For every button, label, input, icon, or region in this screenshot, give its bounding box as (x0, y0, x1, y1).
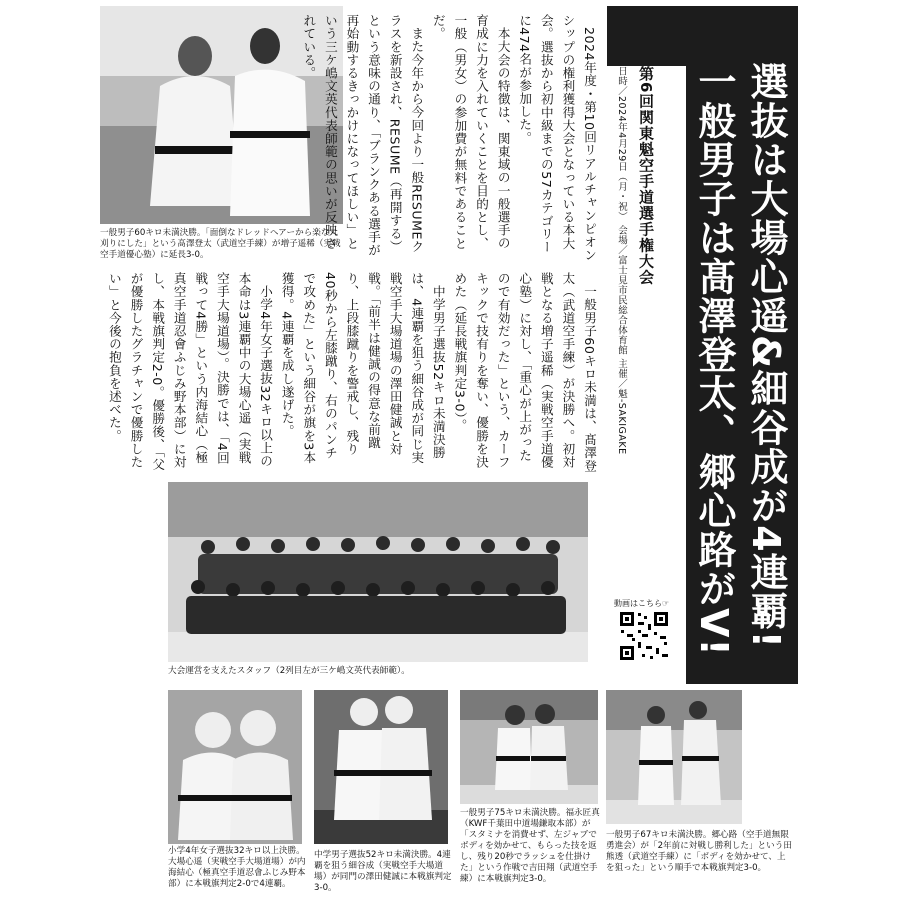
article-paragraph: 2024年度・第10回リアルチャンピオンシップの権利獲得大会となっている本大会。選抜から初中級までの57カテゴリーに474名が参加した。 (517, 14, 597, 262)
qr-label: 動画はこちら☞ (614, 599, 670, 608)
article-paragraph: 中学男子選抜52キロ未満決勝は、4連覇を狙う細谷成が同じ実戦空手大場道場の澤田健誠と対戦。「前半は健誠の得意な前蹴り、上段膝蹴りを警戒し、残り40秒から左膝蹴り、右のパンチで攻めた」という細谷が旗を3本獲得。4連覇を成し遂げた。 (279, 272, 446, 464)
caption-bottom2: 中学男子選抜52キロ未満決勝。4連覇を狙う細谷成（実戦空手大場道場）が同門の澤田健誠に本戦旗判定3-0。 (314, 850, 452, 893)
photo-bout-men-75kg (460, 690, 598, 804)
photo-staff-group (168, 482, 588, 662)
qr-code[interactable] (618, 610, 670, 662)
headline-line1: 選抜は大場心遥&細谷成が4連覇! (744, 62, 788, 649)
event-meta: 日時／2024年4月29日（月・祝） 会場／富士見市民総合体育館 主催／魁-SAKIGAKE (616, 66, 627, 455)
event-title: 第6回関東魁空手道選手権大会 (637, 66, 655, 286)
article-paragraph: 一般男子60キロ未満は、髙澤登太（武道空手練）が決勝へ。初対戦となる増子遥稀（実戦空手道優心塾）に対し、「重心が上がったので有効だった」という、カーフキックで技有りを奪い、優勝を決めた（延長戦旗判定3-0）。 (452, 272, 597, 472)
article-body-upper (301, 14, 600, 262)
article-body-lower (106, 272, 600, 472)
caption-bottom1: 小学4年女子選抜32キロ以上決勝。大場心遥（実戦空手大場道場）が内海結心（極真空手道忍會ふじみ野本部）に本戦旗判定2-0で4連覇。 (168, 846, 306, 889)
caption-staff-photo: 大会運営を支えたスタッフ（2列目左が三ケ嶋文英代表師範）。 (168, 666, 410, 676)
article-paragraph: 小学4年女子選抜32キロ以上の本命は3連覇中の大場心遥（実戦空手大場道場）。決勝では、「4回戦って4勝」という内海結心（極真空手道忍會ふじみ野本部）に対し、本戦旗判定2-0。優勝後、「父が優勝したグラチャンで優勝したい」と今後の抱負を述べた。 (106, 272, 274, 472)
caption-bottom4: 一般男子67キロ未満決勝。郷心路（空手道無限勇進会）が「2年前に対戦し勝利した」という田熊透（武道空手練）に「ボディを効かせて、上を狙った」という順手で本戦旗判定3-0。 (606, 830, 792, 873)
headline-band (607, 6, 798, 66)
article-paragraph: 本大会の特徴は、関東域の一般選手の育成に力を入れていくことを目的とし、一般（男女）の参加費が無料であることだ。 (430, 14, 511, 250)
photo-bout-boys-52kg (314, 690, 448, 844)
photo-bout-girls-32kg (168, 690, 302, 844)
photo-bout-men-67kg (606, 690, 742, 824)
caption-top-photo: 一般男子60キロ未満決勝。「面倒なドレッドヘアーから楽な丸刈りにした」という髙澤登太（武道空手練）が増子遥稀（実戦空手道優心塾）に延長3-0。 (100, 228, 341, 260)
article-paragraph: また今年から今回より一般RESUMEクラスを新設され、RESUME（再開する）という意味の通り、「ブランクある選手が再始動するきっかけになってほしい」という三ケ嶋文英代表師範の思いが反映されている。 (301, 14, 425, 257)
caption-bottom3: 一般男子75キロ未満決勝。福永匠真（KWF千葉田中道場鎌取本部）が「スタミナを消費せず、左ジャブでボディを効かせて、もらった技を返し、残り20秒でラッシュを仕掛けた」という作戦で吉田翔（武道空手練）に本戦旗判定3-0。 (460, 808, 600, 884)
headline-line2: 一般男子は髙澤登太、郷心路がV! (692, 62, 736, 657)
